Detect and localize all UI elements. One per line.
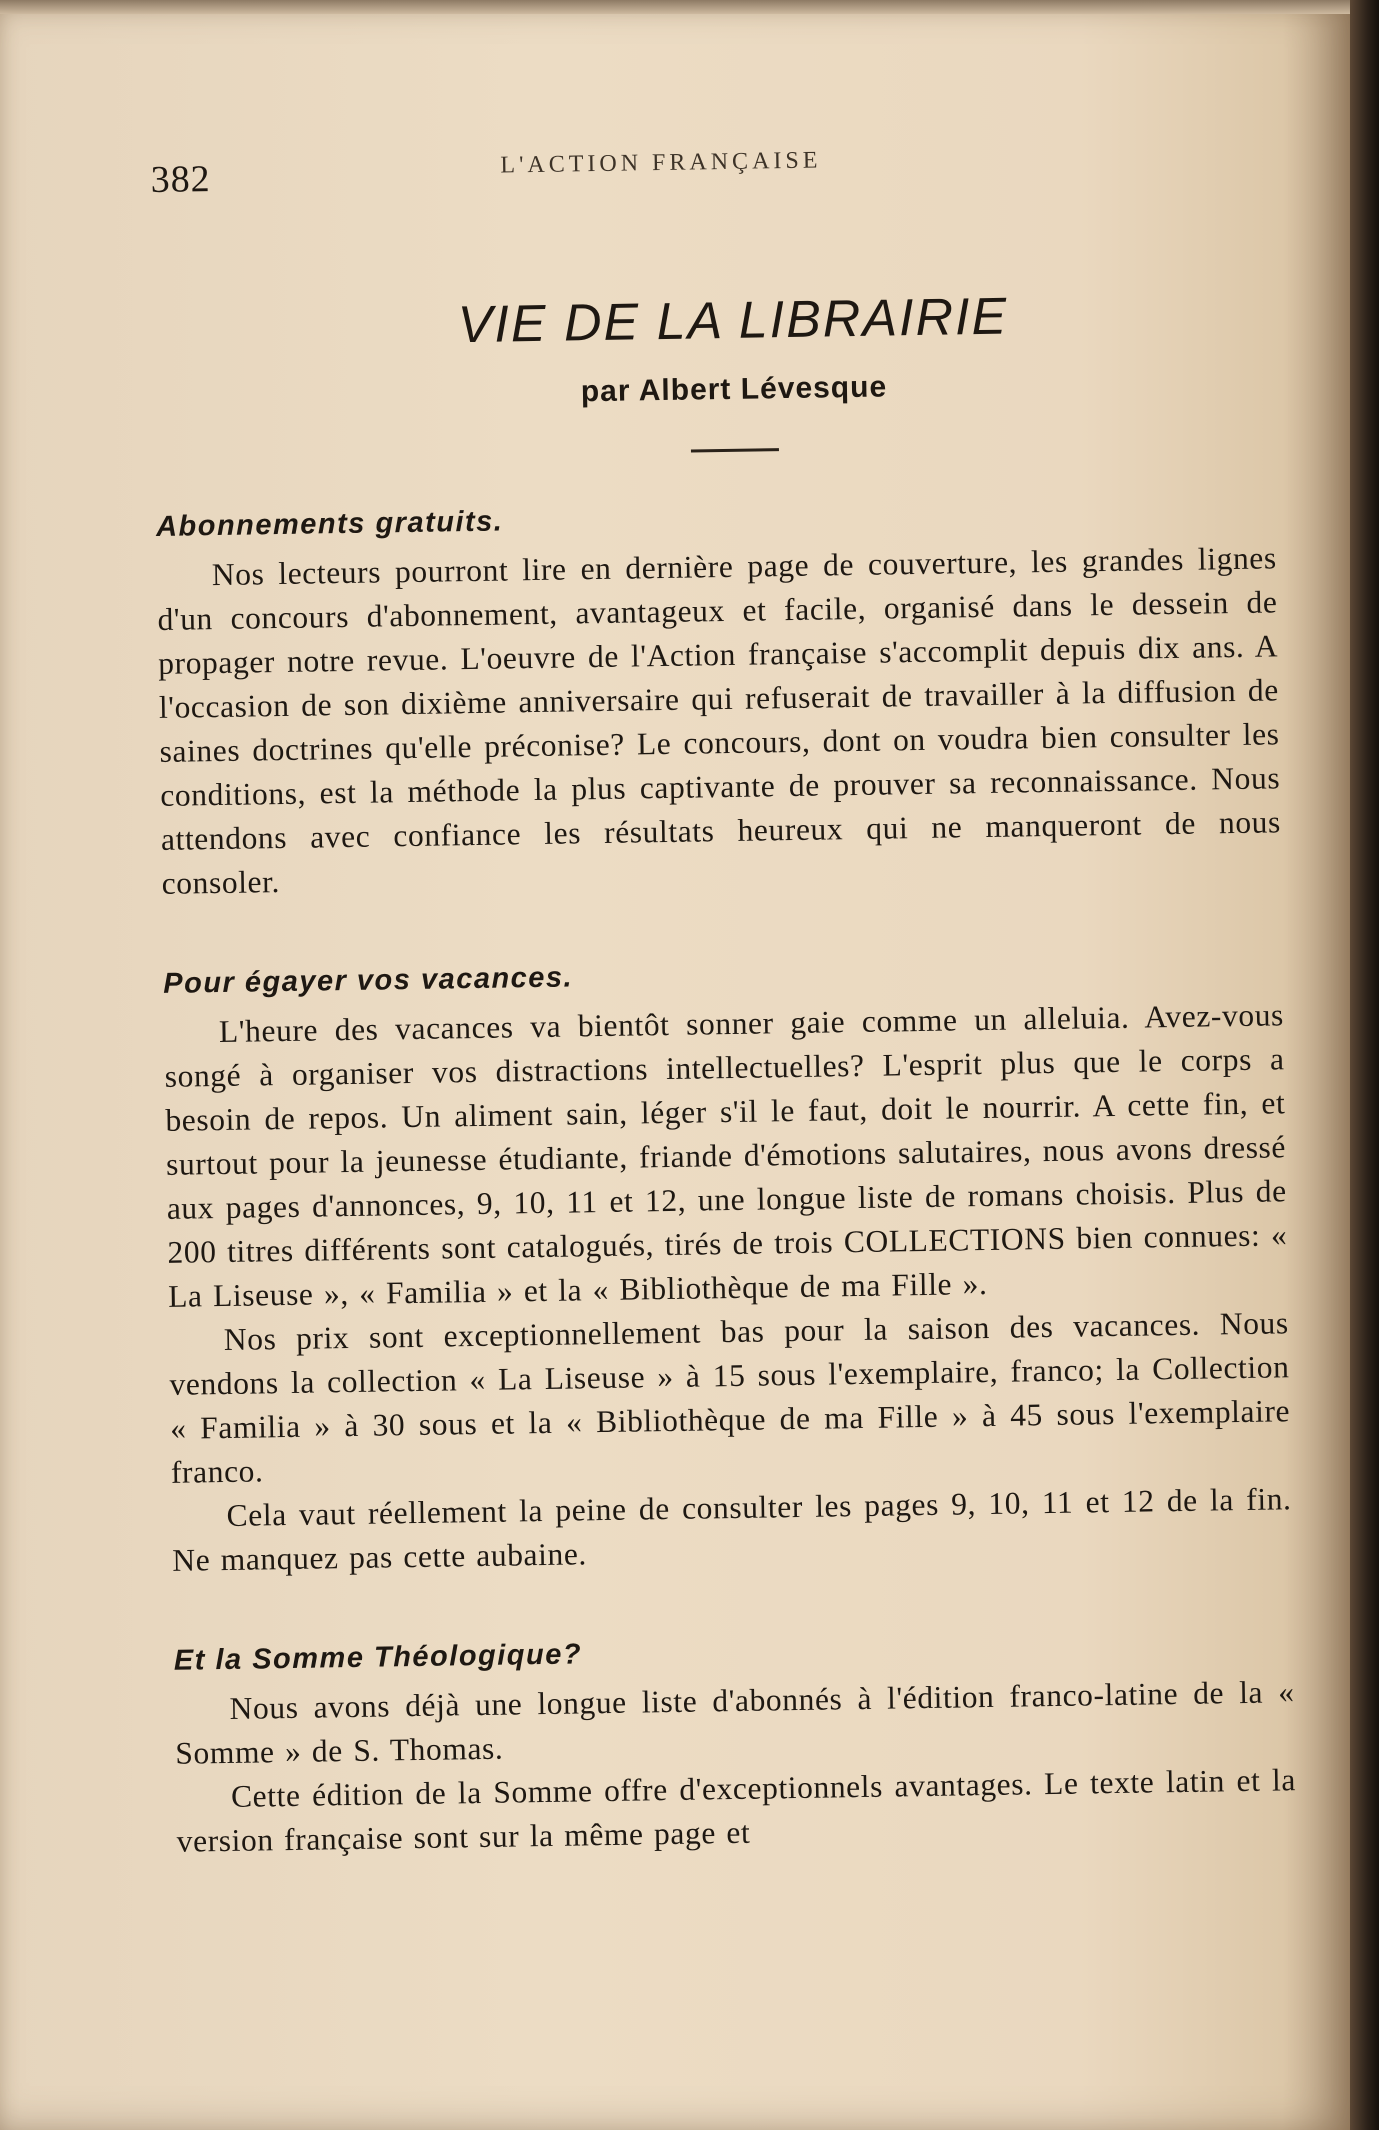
section-heading: Et la Somme Théologique? [173, 1638, 583, 1677]
page-header [150, 122, 1271, 200]
paragraph: Cela vaut réellement la peine de consulter les pages 9, 10, 11 et 12 de la fin. Ne manquez pas cette aubaine. [172, 1481, 1292, 1578]
section-somme [174, 1627, 1297, 1864]
page-number: 382 [150, 158, 211, 201]
paragraph: Nos prix sont exceptionnellement bas pour la saison des vacances. Nous vendons la collection « La Liseuse » à 15 sous l'exemplaire, franco; la Collection « Familia » à 30 sous et la « Bibliothèque de ma Fille » à 45 sous l'exemplaire franco. [169, 1305, 1291, 1490]
article-title: VIE DE LA LIBRAIRIE [457, 287, 1009, 355]
paragraph: Nous avons déjà une longue liste d'abonnés à l'édition franco-latine de la « Somme » de S. Thomas. [175, 1674, 1295, 1771]
page-top-edge [0, 0, 1350, 14]
section-abonnements [156, 493, 1282, 906]
book-spine [1350, 0, 1379, 2130]
running-head: L'ACTION FRANÇAISE [500, 147, 822, 179]
section-vacances [163, 950, 1293, 1583]
paragraph: L'heure des vacances va bientôt sonner gaie comme un alleluia. Avez-vous songé à organiser vos distractions intellectuelles? L'esprit plus que le corps a besoin de repos. Un aliment sain, léger s'il le faut, doit le nourrir. A cette fin, et surtout pour la jeunesse étudiante, friande d'émotions salutaires, nous avons dressé aux pages d'annonces, 9, 10, 11 et 12, une longue liste de romans choisis. Plus de 200 titres différents sont catalogués, tirés de trois COLLECTIONS bien connues: « La Liseuse », « Familia » et la « Bibliothèque de ma Fille ». [164, 997, 1288, 1314]
article-byline: par Albert Lévesque [580, 370, 888, 409]
page-content [150, 122, 1297, 1863]
section-heading: Pour égayer vos vacances. [163, 961, 574, 1000]
paragraph: Nos lecteurs pourront lire en dernière page de couverture, les grandes lignes d'un concours d'abonnement, avantageux et facile, organisé dans le dessein de propager notre revue. L'oeuvre de l'Action française s'accomplit depuis dix ans. A l'occasion de son dixième anniversaire qui refuserait de travailler à la diffusion de saines doctrines qu'elle préconise? Le concours, dont on voudra bien consulter les conditions, est la méthode la plus captivante de prouver sa reconnaissance. Nous attendons avec confiance les résultats heureux qui ne manqueront de nous consoler. [157, 540, 1282, 901]
paragraph: Cette édition de la Somme offre d'exceptionnels avantages. Le texte latin et la version française sont sur la même page et [176, 1762, 1297, 1859]
section-heading: Abonnements gratuits. [155, 505, 504, 543]
title-divider [691, 448, 779, 452]
